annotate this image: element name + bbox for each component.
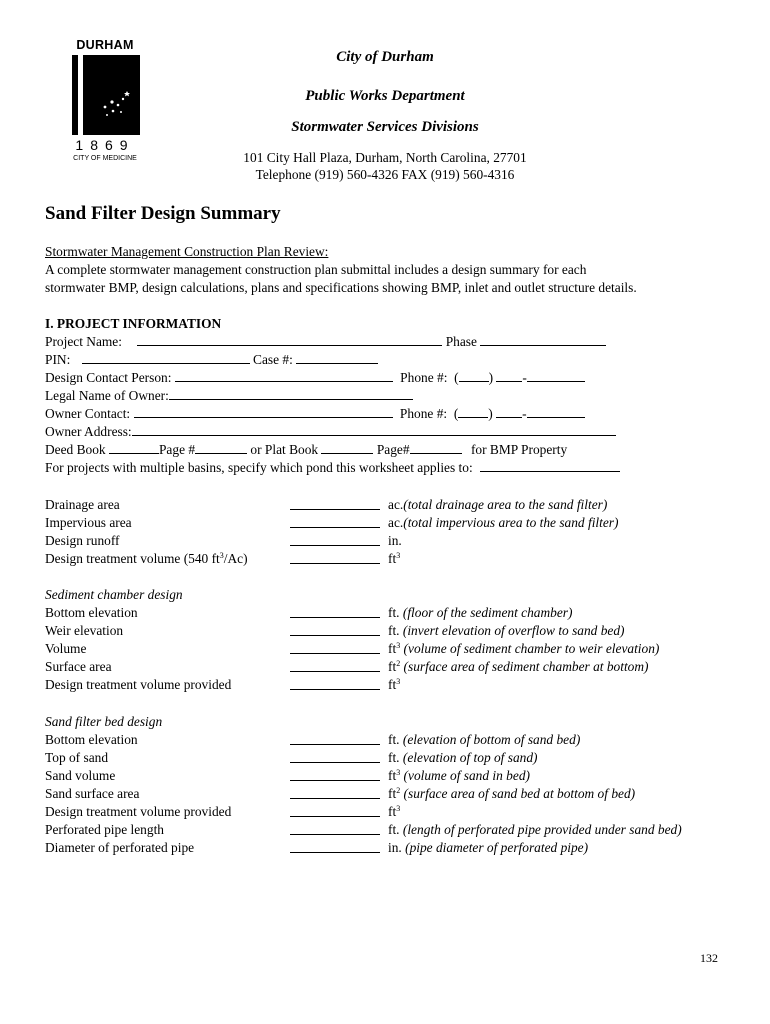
stars-icon (83, 55, 140, 135)
design-contact-field[interactable] (175, 369, 393, 382)
form-row (45, 550, 745, 568)
form-row (45, 604, 745, 622)
form-row (45, 658, 745, 676)
value-field[interactable] (290, 550, 380, 564)
phase-label: Phase (445, 334, 477, 349)
row-label: Impervious area (45, 515, 132, 530)
form-row (45, 767, 745, 785)
value-field[interactable] (290, 731, 380, 745)
form-row (45, 821, 745, 839)
address: 101 City Hall Plaza, Durham, North Carolina, 27701 (243, 150, 527, 165)
row-label: Surface area (45, 659, 112, 674)
deed-book-field[interactable] (109, 441, 159, 454)
form-row (45, 622, 745, 640)
division-name: Stormwater Services Divisions (291, 119, 479, 135)
logo-year: 1869 (75, 137, 135, 153)
case-field[interactable] (296, 351, 378, 364)
value-field[interactable] (290, 604, 380, 618)
row-unit: ft. (invert elevation of overflow to sand bed) (388, 623, 625, 638)
phone-2-label: Phone #: (399, 406, 448, 421)
plat-book-field[interactable] (321, 441, 373, 454)
phone-2-field[interactable]: ( ) - (450, 406, 584, 421)
page-field[interactable] (195, 441, 247, 454)
intro-heading: Stormwater Management Construction Plan Review: (45, 244, 329, 259)
row-unit: $ft^3$ (388, 677, 401, 692)
value-field[interactable] (290, 839, 380, 853)
form-row (45, 532, 745, 550)
value-field[interactable] (290, 658, 380, 672)
row-unit: $ft^3$ (volume of sand in bed) (388, 768, 530, 783)
project-name-field[interactable] (137, 333, 442, 346)
value-field[interactable] (290, 803, 380, 817)
phase-field[interactable] (480, 333, 606, 346)
project-name-line (45, 333, 606, 351)
pin-line (45, 351, 378, 369)
row-unit: in. (388, 533, 402, 548)
value-field[interactable] (290, 496, 380, 510)
case-label: Case #: (253, 352, 293, 367)
intro-line-1: A complete stormwater management construction plan submittal includes a design summary for each (45, 262, 587, 277)
intro-line-2: stormwater BMP, design calculations, plans and specifications showing BMP, inlet and outlet structure details. (45, 280, 637, 295)
multiple-basins-field[interactable] (480, 459, 620, 472)
row-label: Top of sand (45, 750, 109, 765)
deed-book-label: Deed Book (45, 442, 106, 457)
row-label: Drainage area (45, 497, 120, 512)
form-row (45, 676, 745, 694)
phone-1-label: Phone #: (400, 370, 448, 385)
row-label: Weir elevation (45, 623, 124, 638)
row-unit: $ft^3$ (388, 551, 401, 566)
form-row (45, 731, 745, 749)
sandbed-heading: Sand filter bed design (45, 714, 163, 729)
bmp-property-label: for BMP Property (470, 442, 568, 457)
legal-name-field[interactable] (169, 387, 413, 400)
city-logo (68, 38, 142, 166)
row-label: Bottom elevation (45, 732, 138, 747)
legal-name-label: Legal Name of Owner: (45, 388, 169, 403)
value-field[interactable] (290, 514, 380, 528)
value-field[interactable] (290, 749, 380, 763)
department-name: Public Works Department (305, 88, 465, 104)
page-number: 132 (700, 951, 718, 965)
owner-contact-field[interactable] (134, 405, 393, 418)
logo-subtitle: CITY OF MEDICINE (73, 155, 137, 162)
form-row (45, 514, 745, 532)
multiple-basins-label: For projects with multiple basins, specify which pond this worksheet applies to: (45, 460, 473, 475)
form-row (45, 749, 745, 767)
row-unit: ac.(total drainage area to the sand filter) (388, 497, 608, 512)
value-field[interactable] (290, 785, 380, 799)
pin-label: PIN: (45, 352, 71, 367)
row-label: Diameter of perforated pipe (45, 840, 195, 855)
page2-label: Page# (376, 442, 410, 457)
project-name-label: Project Name: (45, 334, 122, 349)
form-row (45, 803, 745, 821)
plat-book-label: or Plat Book (250, 442, 319, 457)
value-field[interactable] (290, 821, 380, 835)
phone-fax: Telephone (919) 560-4326 FAX (919) 560-4316 (255, 167, 515, 182)
multiple-basins-line (45, 459, 620, 477)
row-unit: $ft^3$ (volume of sediment chamber to weir elevation) (388, 641, 660, 656)
row-label: Sand surface area (45, 786, 140, 801)
row-label: Design treatment volume (540 $ft^3/Ac$) (45, 551, 248, 566)
logo-wordmark: DURHAM (76, 38, 134, 52)
row-unit: ft. (length of perforated pipe provided under sand bed) (388, 822, 682, 837)
page2-field[interactable] (410, 441, 462, 454)
form-row (45, 496, 745, 514)
owner-address-field[interactable] (132, 423, 616, 436)
row-label: Sand volume (45, 768, 116, 783)
value-field[interactable] (290, 767, 380, 781)
legal-name-line (45, 387, 413, 405)
owner-contact-line (45, 405, 585, 423)
row-unit: in. (pipe diameter of perforated pipe) (388, 840, 589, 855)
project-info-heading: I. PROJECT INFORMATION (45, 316, 222, 331)
pin-field[interactable] (82, 351, 250, 364)
row-label: Design treatment volume provided (45, 677, 232, 692)
form-row (45, 839, 745, 857)
row-unit: $ft^3$ (388, 804, 401, 819)
form-row (45, 640, 745, 658)
owner-address-label: Owner Address: (45, 424, 132, 439)
owner-contact-label: Owner Contact: (45, 406, 131, 421)
row-unit: ft. (elevation of bottom of sand bed) (388, 732, 581, 747)
phone-1-field[interactable]: ( ) - (451, 370, 585, 385)
sediment-heading: Sediment chamber design (45, 587, 183, 602)
value-field[interactable] (290, 622, 380, 636)
design-contact-label: Design Contact Person: (45, 370, 172, 385)
logo-bar (72, 55, 78, 135)
row-unit: $ft^2$ (surface area of sand bed at bottom of bed) (388, 786, 636, 801)
deed-line (45, 441, 567, 459)
row-label: Perforated pipe length (45, 822, 164, 837)
value-field[interactable] (290, 640, 380, 654)
page-title: Sand Filter Design Summary (45, 203, 281, 224)
page-label: Page # (158, 442, 196, 457)
row-unit: $ft^2$ (surface area of sediment chamber at bottom) (388, 659, 649, 674)
value-field[interactable] (290, 676, 380, 690)
value-field[interactable] (290, 532, 380, 546)
row-label: Bottom elevation (45, 605, 138, 620)
row-label: Design runoff (45, 533, 120, 548)
row-unit: ft. (elevation of top of sand) (388, 750, 538, 765)
city-name: City of Durham (336, 49, 434, 65)
form-row (45, 785, 745, 803)
row-unit: ac.(total impervious area to the sand filter) (388, 515, 619, 530)
design-contact-line (45, 369, 585, 387)
row-label: Design treatment volume provided (45, 804, 232, 819)
owner-address-line (45, 423, 616, 441)
row-label: Volume (45, 641, 87, 656)
row-unit: ft. (floor of the sediment chamber) (388, 605, 573, 620)
logo-star-panel (83, 55, 140, 135)
